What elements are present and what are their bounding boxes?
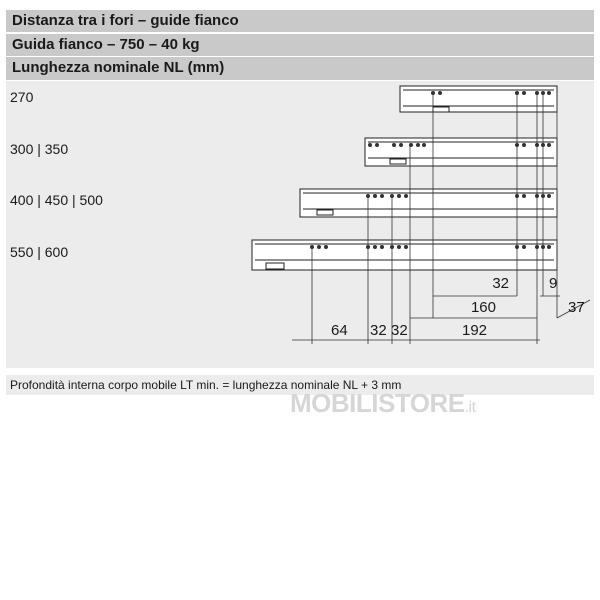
dim-160: 160 bbox=[470, 299, 496, 316]
row-label-550-600: 550 | 600 bbox=[10, 244, 69, 260]
rail-300-350 bbox=[365, 138, 557, 166]
footer-note: Profondità interna corpo mobile LT min. = lunghezza nominale NL + 3 mm bbox=[6, 375, 594, 395]
header-nominal-length: Lunghezza nominale NL (mm) bbox=[6, 57, 594, 80]
mounting-holes bbox=[310, 91, 551, 249]
dim-192: 192 bbox=[462, 322, 488, 339]
rail-400-500 bbox=[300, 189, 557, 217]
dim-32-b: 32 bbox=[391, 322, 408, 339]
header-title: Distanza tra i fori – guide fianco bbox=[6, 10, 594, 32]
row-label-270: 270 bbox=[10, 89, 34, 105]
header-subtitle: Guida fianco – 750 – 40 kg bbox=[6, 34, 594, 56]
rail-550-600 bbox=[252, 240, 557, 270]
dim-32-right: 32 bbox=[492, 275, 509, 292]
dim-32-a: 32 bbox=[370, 322, 387, 339]
dim-9: 9 bbox=[549, 275, 558, 292]
row-label-300-350: 300 | 350 bbox=[10, 141, 69, 157]
extension-lines bbox=[312, 93, 557, 344]
dim-64: 64 bbox=[331, 322, 348, 339]
dim-37: 37 bbox=[568, 299, 585, 316]
watermark-logo: MOBILISTORE.it bbox=[290, 388, 476, 418]
rail-270 bbox=[400, 86, 557, 112]
row-label-400-500: 400 | 450 | 500 bbox=[10, 192, 103, 208]
